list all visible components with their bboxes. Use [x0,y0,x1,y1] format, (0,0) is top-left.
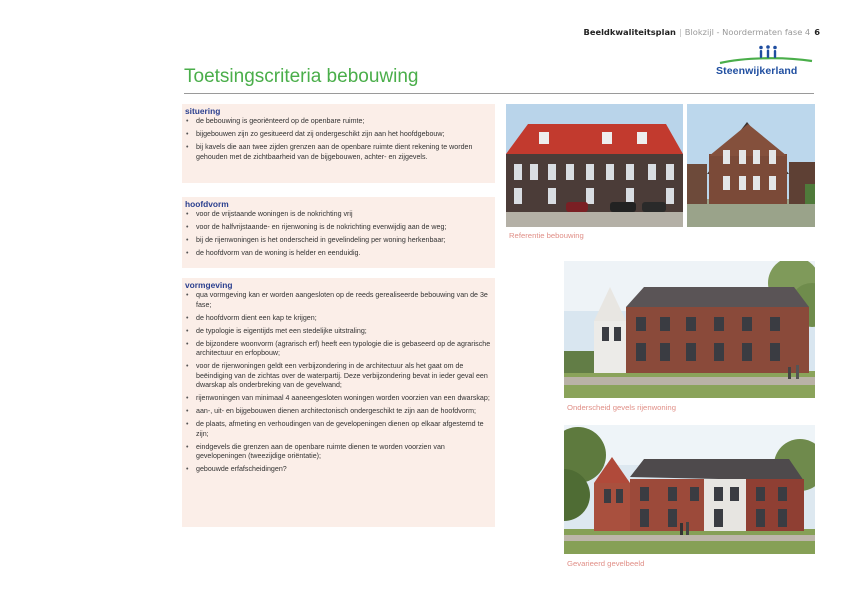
criteria-item: • de hoofdvorm dient een kap te krijgen; [185,314,491,324]
document-title: Beeldkwaliteitsplan [583,27,676,37]
criteria-item: • de plaats, afmeting en verhoudingen van de gevelopeningen dienen op elkaar afgestemd te zijn; [185,420,491,439]
criteria-item: • de hoofdvorm van de woning is helder en eenduidig. [185,249,491,259]
section-heading: situering [185,106,221,116]
header-separator: | [678,27,682,37]
criteria-item: • rijenwoningen van minimaal 4 aaneengesloten woningen worden voorzien van een dwarskap; [185,394,491,404]
criteria-item: • gebouwde erfafscheidingen? [185,465,491,475]
title-divider [184,93,814,94]
photo-reference-farmhouse [687,104,815,227]
criteria-item: • eindgevels die grenzen aan de openbare ruimte dienen te worden voorzien van gevelopeningen (tweezijdige oriëntatie); [185,443,491,462]
criteria-item: • aan-, uit- en bijgebouwen dienen architectonisch ondergeschikt te zijn aan de hoofdvorm; [185,407,491,417]
page-number: 6 [814,27,820,37]
criteria-list [182,210,495,259]
criteria-item: • bijgebouwen zijn zo gesitueerd dat zij ondergeschikt zijn aan het hoofdgebouw; [185,130,491,140]
document-subtitle: Blokzijl - Noordermaten fase 4 [684,27,811,37]
section-heading: vormgeving [185,280,233,290]
photo-caption: Gevarieerd gevelbeeld [567,559,645,568]
photo-reference-row-houses [506,104,683,227]
criteria-item: • bij de rijenwoningen is het onderscheid in gevelindeling per woning herkenbaar; [185,236,491,246]
criteria-item: • voor de vrijstaande woningen is de nokrichting vrij [185,210,491,220]
page-header [560,27,820,37]
section-heading: hoofdvorm [185,199,229,209]
steenwijkerland-logo [716,44,816,80]
criteria-item: • voor de rijenwoningen geldt een verbijzondering in de architectuur als het gaat om de beëindiging van de zichtas over de waterpartij. Deze verbijzondering bevat in ieder geval een dwarskap als onderbreking van de gevelwand; [185,362,491,391]
criteria-item: • de typologie is eigentijds met een stedelijke uitstraling; [185,327,491,337]
logo-text: Steenwijkerland [716,65,798,77]
criteria-item: • qua vormgeving kan er worden aangesloten op de reeds gerealiseerde bebouwing van de 3e fase; [185,291,491,310]
criteria-list [182,291,495,475]
section-vormgeving [182,278,495,527]
photo-row-house-facades [564,261,815,398]
photo-caption: Onderscheid gevels rijenwoning [567,403,676,412]
criteria-item: • de bijzondere woonvorm (agrarisch erf) heeft een typologie die is gebaseerd op de agrarische architectuur en erfopbouw; [185,340,491,359]
criteria-list [182,117,495,162]
section-situering [182,104,495,183]
photo-caption: Referentie bebouwing [509,231,584,240]
page-title: Toetsingscriteria bebouwing [184,66,419,87]
criteria-item: • bij kavels die aan twee zijden grenzen aan de openbare ruimte dient rekening te worden gehouden met de zichtbaarheid van de bijgebouwen, achter- en zijgevels. [185,143,491,162]
criteria-item: • voor de halfvrijstaande- en rijenwoning is de nokrichting evenwijdig aan de weg; [185,223,491,233]
section-hoofdvorm [182,197,495,268]
photo-varied-facades [564,425,815,554]
people-icon [716,44,816,66]
criteria-item: • de bebouwing is georiënteerd op de openbare ruimte; [185,117,491,127]
